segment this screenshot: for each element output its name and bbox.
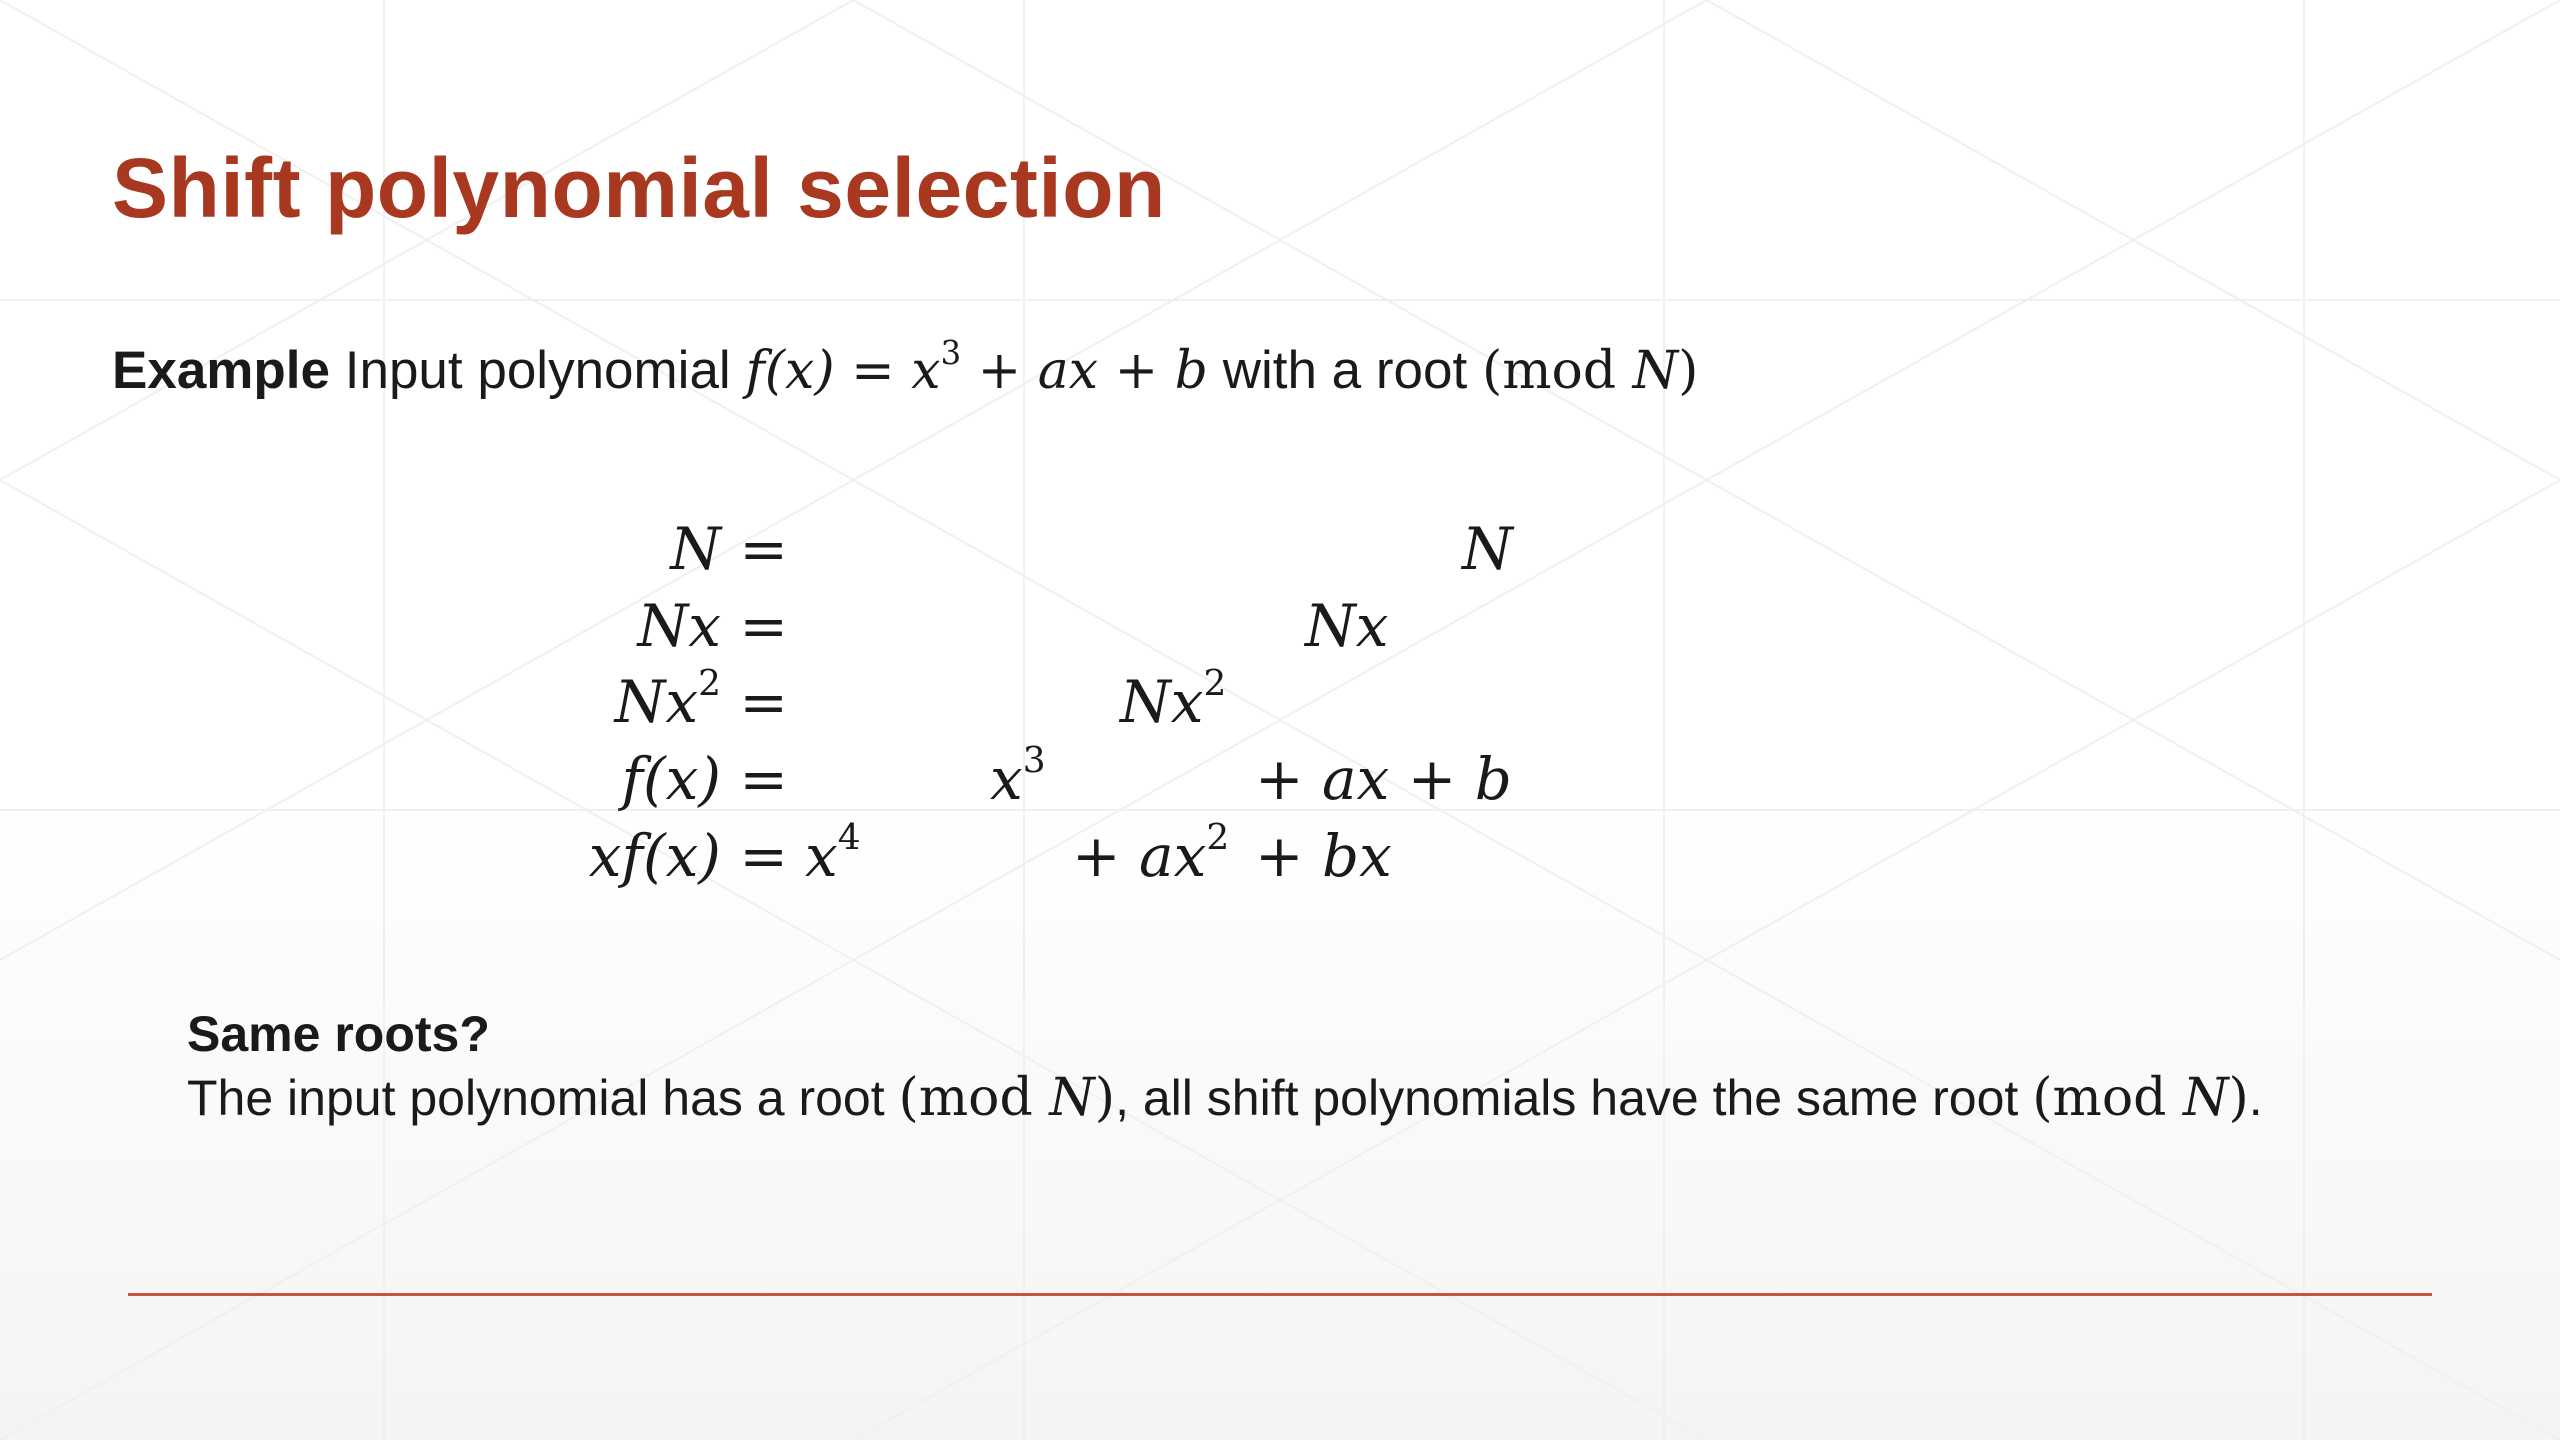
term-text: N [1462, 515, 1513, 583]
equation-term [1120, 663, 1227, 736]
mod-word: mod [2052, 1068, 2167, 1128]
note-text [187, 1068, 2263, 1128]
paren-close: ) [1678, 341, 1699, 401]
mod-expression [899, 1068, 1116, 1128]
term-exponent: 4 [837, 817, 861, 859]
term-text: + ax + b [1255, 745, 1512, 813]
equation-term [1462, 515, 1513, 583]
term-exponent: 3 [1022, 740, 1046, 782]
mod-word: mod [1502, 341, 1617, 401]
equation-term [1255, 822, 1392, 890]
note-text-part-2: , all shift polynomials have the same root [1115, 1070, 2019, 1126]
polynomial-lhs: f(x) = x [745, 341, 941, 401]
note-text-part-3: . [2248, 1070, 2263, 1126]
equation-lhs-3 [614, 663, 788, 736]
mod-expression [2032, 1068, 2249, 1128]
equation-term [805, 817, 861, 890]
polynomial-rest: + ax + b [961, 341, 1208, 401]
equals-sign: = [739, 745, 788, 813]
term-text: Nx [1305, 592, 1389, 660]
example-text-2: with a root [1222, 341, 1468, 400]
lhs-exponent: 2 [698, 663, 721, 705]
term-text: x [805, 822, 838, 890]
example-label: Example [112, 341, 331, 400]
lhs-text: Nx [614, 668, 699, 736]
mod-variable: N [1049, 1068, 1095, 1128]
equation-term [1305, 592, 1388, 660]
term-text: + bx [1255, 822, 1392, 890]
paren-open: ( [2032, 1068, 2053, 1128]
polynomial-exponent: 3 [940, 333, 962, 372]
footer-divider [128, 1293, 2432, 1296]
equation-lhs-1 [670, 515, 788, 583]
lhs-text: Nx [637, 592, 721, 660]
equation-lhs-5 [589, 822, 788, 890]
equals-sign: = [739, 592, 788, 660]
equals-sign: = [739, 515, 788, 583]
paren-open: ( [1481, 341, 1503, 401]
equation-term [1255, 745, 1512, 813]
term-text: Nx [1120, 668, 1204, 736]
equation-term [1072, 817, 1230, 890]
equation-term [990, 740, 1046, 813]
paren-open: ( [898, 1068, 919, 1128]
note-title: Same roots? [187, 1006, 490, 1062]
term-exponent: 2 [1206, 817, 1230, 859]
mod-variable: N [2182, 1068, 2229, 1128]
equation-lhs-2 [637, 592, 788, 660]
mod-word: mod [918, 1068, 1033, 1128]
lhs-text: N [670, 515, 721, 583]
equals-sign: = [739, 668, 788, 736]
mod-variable: N [1632, 341, 1679, 401]
term-text: x [990, 745, 1023, 813]
term-text: + ax [1072, 822, 1207, 890]
example-text: Input polynomial [344, 341, 731, 400]
lhs-text: f(x) [621, 745, 721, 813]
equals-sign: = [739, 822, 788, 890]
paren-close: ) [2228, 1068, 2249, 1128]
note-text-part-1: The input polynomial has a root [187, 1070, 885, 1126]
term-exponent: 2 [1203, 663, 1227, 705]
lhs-text: xf(x) [588, 822, 721, 890]
equation-lhs-4 [622, 745, 788, 813]
paren-close: ) [1094, 1068, 1116, 1128]
slide-title: Shift polynomial selection [112, 141, 1166, 235]
